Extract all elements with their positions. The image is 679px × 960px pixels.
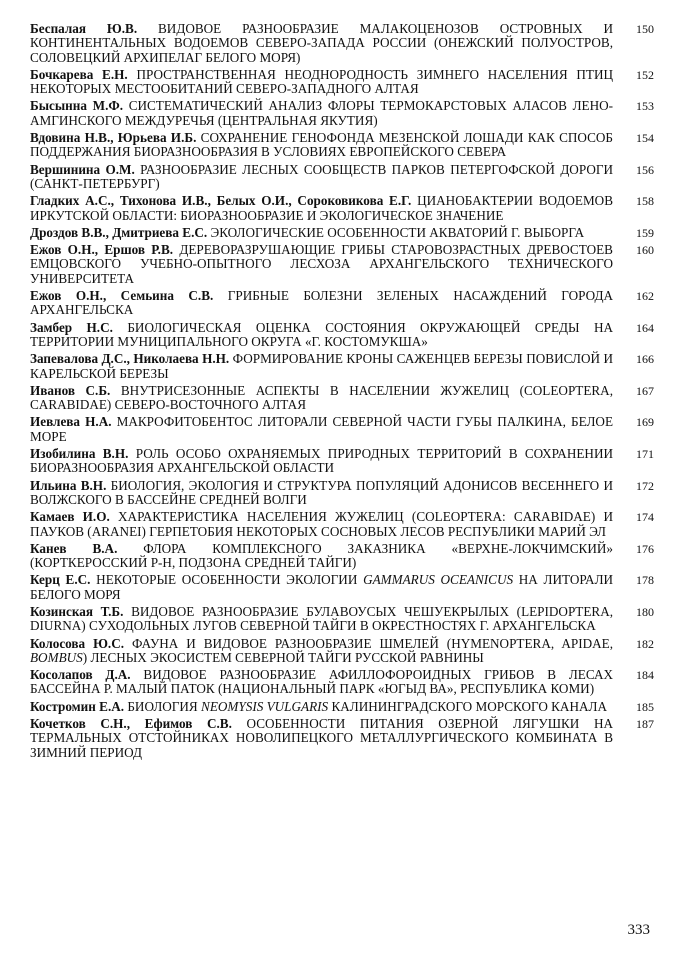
entry-page-number: 150: [636, 22, 654, 36]
entry-page-number: 178: [636, 573, 654, 588]
entry-title: ФЛОРА КОМПЛЕКСНОГО ЗАКАЗНИКА «ВЕРХНЕ-ЛОКЧИМСКИЙ» (КОРТКЕРОССКИЙ Р-Н, ПОДЗОНА СРЕДНЕЙ ТАЙГИ): [30, 540, 613, 571]
toc-entry: [30, 668, 654, 697]
entry-author: Замбер Н.С.: [30, 319, 113, 335]
entry-text: [30, 352, 613, 381]
entry-text: [30, 479, 613, 508]
entry-title: ФАУНА И ВИДОВОЕ РАЗНООБРАЗИЕ ШМЕЛЕЙ (HYMENOPTERA, APIDAE,: [132, 635, 613, 651]
entry-title: ПРОСТРАНСТВЕННАЯ НЕОДНОРОДНОСТЬ ЗИМНЕГО НАСЕЛЕНИЯ ПТИЦ НЕКОТОРЫХ МЕСТООБИТАНИЙ СЕВЕРО-ЗАПАДНОГО АЛТАЯ: [30, 66, 614, 97]
entry-title-continued: НА ЛИТОРАЛИ БЕЛОГО МОРЯ: [30, 572, 614, 602]
table-of-contents: [30, 22, 654, 763]
entry-author: Беспалая Ю.В.: [30, 21, 138, 36]
entry-title: БИОЛОГИЯ: [127, 698, 198, 714]
entry-author: Бочкарева Е.Н.: [30, 66, 128, 82]
toc-entry: [30, 226, 654, 240]
entry-page-number: 167: [636, 383, 654, 398]
entry-page-number: 182: [636, 636, 654, 651]
entry-text: [30, 542, 613, 571]
entry-title: НЕКОТОРЫЕ ОСОБЕННОСТИ ЭКОЛОГИИ: [96, 572, 358, 588]
toc-entry: [30, 447, 654, 476]
toc-entry: [30, 352, 654, 381]
toc-entry: [30, 243, 654, 286]
entry-title: ГРИБНЫЕ БОЛЕЗНИ ЗЕЛЕНЫХ НАСАЖДЕНИЙ ГОРОДА АРХАНГЕЛЬСКА: [30, 288, 613, 318]
toc-entry: [30, 289, 654, 318]
toc-entry: [30, 542, 654, 571]
entry-author: Запевалова Д.С., Николаева Н.Н.: [30, 351, 230, 367]
entry-title: ОСОБЕННОСТИ ПИТАНИЯ ОЗЕРНОЙ ЛЯГУШКИ НА ТЕРМАЛЬНЫХ ОТСТОЙНИКАХ НОВОЛИПЕЦКОГО МЕТАЛЛУРГИЧЕСКОГО КОМБИНАТА В ЗИМНИЙ ПЕРИОД: [30, 716, 613, 760]
entry-author: Камаев И.О.: [30, 509, 110, 525]
entry-title: РОЛЬ ОСОБО ОХРАНЯЕМЫХ ПРИРОДНЫХ ТЕРРИТОРИЙ В СОХРАНЕНИИ БИОРАЗНООБРАЗИЯ АРХАНГЕЛЬСКОЙ ОБЛАСТИ: [30, 446, 613, 476]
entry-text: [30, 99, 613, 128]
entry-page-number: 187: [636, 717, 654, 732]
entry-title-species: NEOMYSIS VULGARIS: [201, 698, 329, 714]
entry-text: [30, 717, 613, 760]
entry-text: [30, 415, 613, 444]
entry-text: [30, 510, 613, 539]
entry-title: ХАРАКТЕРИСТИКА НАСЕЛЕНИЯ ЖУЖЕЛИЦ (COLEOPTERA: CARABIDAE) И ПАУКОВ (ARANEI) ГЕРПЕТОБИЯ НЕКОТОРЫХ СОСНОВЫХ ЛЕСОВ РЕСПУБЛИКИ МАРИЙ ЭЛ: [30, 509, 614, 539]
entry-title-species: GAMMARUS OCEANICUS: [363, 572, 514, 588]
entry-text: [30, 668, 613, 697]
entry-author: Козинская Т.Б.: [30, 603, 124, 619]
entry-author: Керц Е.С.: [30, 572, 91, 588]
entry-page-number: 154: [636, 131, 654, 146]
entry-title: ЭКОЛОГИЧЕСКИЕ ОСОБЕННОСТИ АКВАТОРИЙ Г. ВЫБОРГА: [210, 224, 585, 240]
entry-text: [30, 573, 613, 602]
entry-author: Изобилина В.Н.: [30, 446, 129, 462]
entry-author: Вдовина Н.В., Юрьева И.Б.: [30, 130, 197, 146]
entry-text: [30, 163, 613, 192]
entry-title-continued: ) ЛЕСНЫХ ЭКОСИСТЕМ СЕВЕРНОЙ ТАЙГИ РУССКОЙ РАВНИНЫ: [82, 649, 484, 665]
entry-page-number: 184: [636, 668, 654, 683]
entry-page-number: 153: [636, 99, 654, 114]
entry-text: [30, 22, 613, 65]
entry-author: Гладких А.С., Тихонова И.В., Белых О.И., Сороковикова Е.Г.: [30, 193, 412, 209]
entry-page-number: 160: [636, 243, 654, 258]
entry-title: ВИДОВОЕ РАЗНООБРАЗИЕ МАЛАКОЦЕНОЗОВ ОСТРОВНЫХ И КОНТИНЕНТАЛЬНЫХ ВОДОЕМОВ СЕВЕРО-ЗАПАДА РОССИИ (ОНЕЖСКИЙ ПОЛУОСТРОВ, СОЛОВЕЦКИЙ АРХИПЕЛАГ БЕЛОГО МОРЯ): [30, 21, 614, 65]
entry-page-number: 169: [636, 415, 654, 430]
toc-entry: [30, 131, 654, 160]
entry-page-number: 162: [636, 289, 654, 304]
entry-title: ВИДОВОЕ РАЗНООБРАЗИЕ БУЛАВОУСЫХ ЧЕШУЕКРЫЛЫХ (LEPIDOPTERA, DIURNA) СУХОДОЛЬНЫХ ЛУГОВ СЕВЕРНОЙ ТАЙГИ В ОКРЕСТНОСТЯХ Г. АРХАНГЕЛЬСКА: [30, 603, 614, 634]
entry-author: Канев В.А.: [30, 540, 118, 556]
entry-author: Колосова Ю.С.: [30, 635, 125, 651]
entry-page-number: 158: [636, 194, 654, 209]
entry-title: МАКРОФИТОБЕНТОС ЛИТОРАЛИ СЕВЕРНОЙ ЧАСТИ ГУБЫ ПАЛКИНА, БЕЛОЕ МОРЕ: [30, 414, 614, 444]
toc-entry: [30, 68, 654, 97]
entry-page-number: 185: [636, 699, 654, 714]
entry-page-number: 166: [636, 352, 654, 367]
entry-title-species: BOMBUS: [30, 649, 83, 665]
entry-text: [30, 700, 613, 714]
toc-entry: [30, 479, 654, 508]
entry-title: БИОЛОГИЧЕСКАЯ ОЦЕНКА СОСТОЯНИЯ ОКРУЖАЮЩЕЙ СРЕДЫ НА ТЕРРИТОРИИ МУНИЦИПАЛЬНОГО ОКРУГА «Г. КОСТОМУКША»: [30, 319, 614, 349]
entry-title: ФОРМИРОВАНИЕ КРОНЫ САЖЕНЦЕВ БЕРЕЗЫ ПОВИСЛОЙ И КАРЕЛЬСКОЙ БЕРЕЗЫ: [30, 351, 614, 381]
entry-author: Вершинина О.М.: [30, 161, 135, 177]
entry-page-number: 171: [636, 447, 654, 462]
entry-title: СИСТЕМАТИЧЕСКИЙ АНАЛИЗ ФЛОРЫ ТЕРМОКАРСТОВЫХ АЛАСОВ ЛЕНО-АМГИНСКОГО МЕЖДУРЕЧЬЯ (ЦЕНТРАЛЬНАЯ ЯКУТИЯ): [30, 98, 614, 128]
entry-author: Ежов О.Н., Ершов Р.В.: [30, 242, 174, 258]
entry-text: [30, 289, 613, 318]
entry-title: ВНУТРИСЕЗОННЫЕ АСПЕКТЫ В НАСЕЛЕНИИ ЖУЖЕЛИЦ (COLEOPTERA, CARABIDAE) СЕВЕРО-ВОСТОЧНОГО АЛТАЯ: [30, 382, 614, 413]
entry-text: [30, 194, 613, 223]
entry-title: ЦИАНОБАКТЕРИИ ВОДОЕМОВ ИРКУТСКОЙ ОБЛАСТИ: БИОРАЗНООБРАЗИЕ И ЭКОЛОГИЧЕСКОЕ ЗНАЧЕНИЕ: [30, 193, 613, 223]
toc-entry: [30, 637, 654, 666]
entry-page-number: 159: [636, 225, 654, 240]
entry-text: [30, 384, 613, 413]
entry-author: Косолапов Д.А.: [30, 667, 131, 683]
entry-title: СОХРАНЕНИЕ ГЕНОФОНДА МЕЗЕНСКОЙ ЛОШАДИ КАК СПОСОБ ПОДДЕРЖАНИЯ БИОРАЗНООБРАЗИЯ В УСЛОВИЯХ ЕВРОПЕЙСКОГО СЕВЕРА: [30, 130, 614, 160]
entry-text: [30, 321, 613, 350]
entry-page-number: 164: [636, 320, 654, 335]
entry-title: РАЗНООБРАЗИЕ ЛЕСНЫХ СООБЩЕСТВ ПАРКОВ ПЕТЕРГОФСКОЙ ДОРОГИ (САНКТ-ПЕТЕРБУРГ): [30, 161, 613, 191]
entry-author: Иевлева Н.А.: [30, 414, 112, 430]
toc-entry: [30, 99, 654, 128]
entry-title: ВИДОВОЕ РАЗНООБРАЗИЕ АФИЛЛОФОРОИДНЫХ ГРИБОВ В ЛЕСАХ БАССЕЙНА Р. МАЛЫЙ ПАТОК (НАЦИОНАЛЬНЫЙ ПАРК «ЮГЫД ВА», РЕСПУБЛИКА КОМИ): [30, 667, 614, 697]
toc-entry: [30, 384, 654, 413]
entry-text: [30, 637, 613, 666]
entry-page-number: 156: [636, 162, 654, 177]
entry-page-number: 172: [636, 478, 654, 493]
toc-entry: [30, 194, 654, 223]
toc-entry: [30, 321, 654, 350]
entry-text: [30, 243, 613, 286]
entry-author: Ежов О.Н., Семьина С.В.: [30, 288, 214, 304]
toc-entry: [30, 415, 654, 444]
entry-author: Дроздов В.В., Дмитриева Е.С.: [30, 224, 208, 240]
entry-title: БИОЛОГИЯ, ЭКОЛОГИЯ И СТРУКТУРА ПОПУЛЯЦИЙ АДОНИСОВ ВЕСЕННЕГО И ВОЛЖСКОГО В БАССЕЙНЕ СРЕДНЕЙ ВОЛГИ: [30, 477, 614, 507]
toc-entry: [30, 605, 654, 634]
entry-title: ДЕРЕВОРАЗРУШАЮЩИЕ ГРИБЫ СТАРОВОЗРАСТНЫХ ДРЕВОСТОЕВ ЕМЦОВСКОГО УЧЕБНО-ОПЫТНОГО ЛЕСХОЗА АРХАНГЕЛЬСКОГО ТЕХНИЧЕСКОГО УНИВЕРСИТЕТА: [30, 242, 613, 286]
toc-entry: [30, 573, 654, 602]
entry-page-number: 174: [636, 510, 654, 525]
entry-text: [30, 131, 613, 160]
page-number: 333: [627, 922, 650, 938]
toc-entry: [30, 510, 654, 539]
entry-author: Ильина В.Н.: [30, 477, 107, 493]
entry-text: [30, 68, 613, 97]
entry-author: Кочетков С.Н., Ефимов С.В.: [30, 716, 232, 732]
entry-author: Костромин Е.А.: [30, 698, 125, 714]
entry-title-continued: КАЛИНИНГРАДСКОГО МОРСКОГО КАНАЛА: [331, 698, 607, 714]
entry-author: Бысынна М.Ф.: [30, 98, 123, 114]
entry-author: Иванов С.Б.: [30, 382, 111, 398]
entry-page-number: 180: [636, 604, 654, 619]
entry-page-number: 176: [636, 541, 654, 556]
toc-entry: [30, 717, 654, 760]
entry-text: [30, 226, 613, 240]
entry-text: [30, 447, 613, 476]
toc-entry: [30, 22, 654, 65]
toc-entry: [30, 163, 654, 192]
toc-entry: [30, 700, 654, 714]
entry-text: [30, 605, 613, 634]
entry-page-number: 152: [636, 67, 654, 82]
